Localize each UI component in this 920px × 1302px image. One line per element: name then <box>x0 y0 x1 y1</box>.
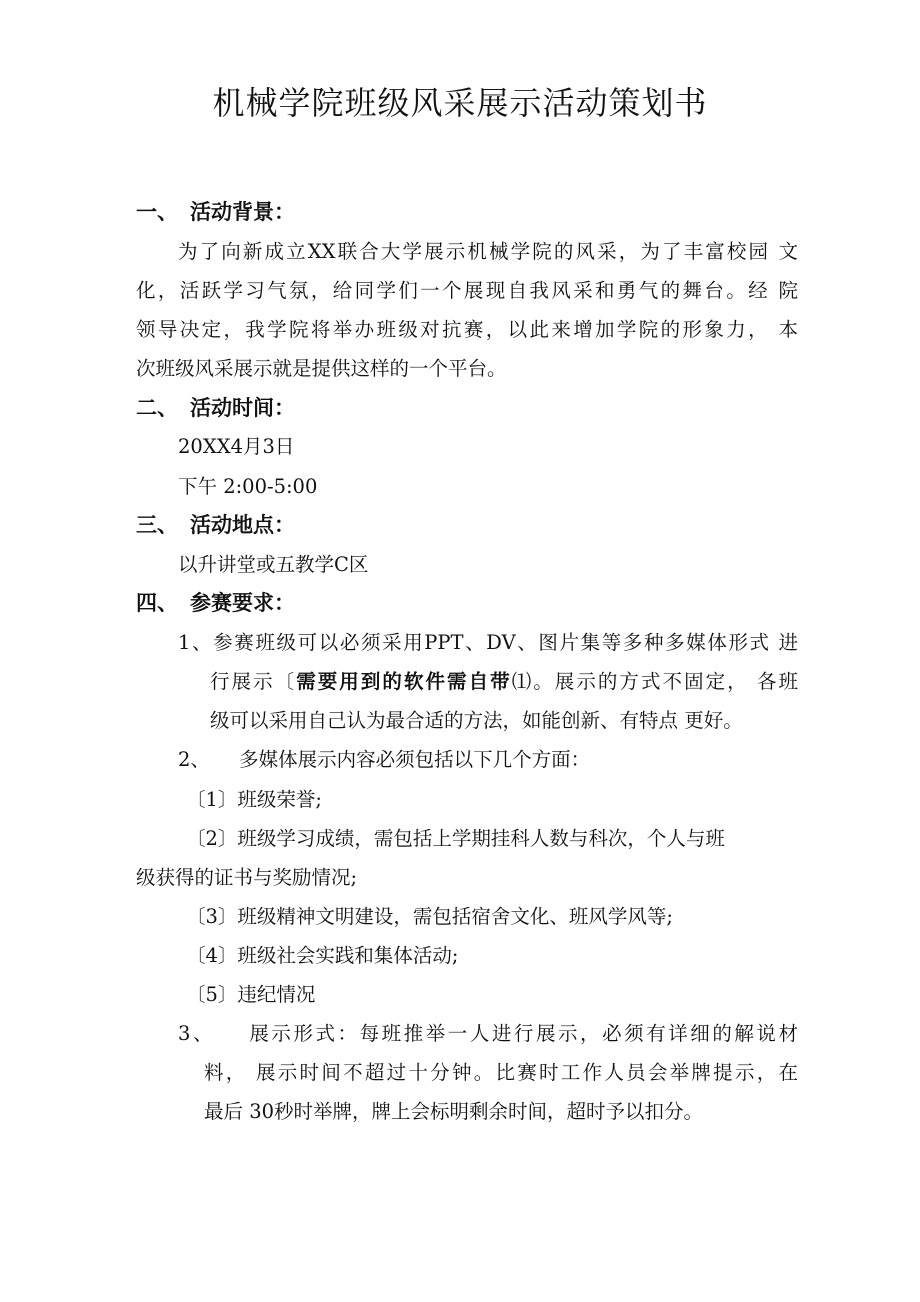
text-run: ⑴。展示的方式不固定， 各班 <box>511 670 798 693</box>
paragraph-line: 领导决定，我学院将举办班级对抗赛，以此来增加学院的形象力， 本 <box>136 318 798 341</box>
sub-item: 〔4〕班级社会实践和集体活动; <box>186 944 459 967</box>
requirement-item-3-line: 3、 展示形式：每班推举一人进行展示，必须有详细的解说材 <box>178 1022 798 1045</box>
requirement-item-3-line: 料， 展示时间不超过十分钟。比赛时工作人员会举牌提示，在 <box>204 1061 798 1084</box>
event-time: 下午 2:00-5:00 <box>178 475 318 498</box>
section-title: 参赛要求： <box>190 591 295 615</box>
paragraph-line: 为了向新成立XX联合大学展示机械学院的风采，为了丰富校园 文 <box>178 240 798 263</box>
event-location: 以升讲堂或五教学C区 <box>178 553 369 576</box>
document-title: 机械学院班级风采展示活动策划书 <box>212 84 708 122</box>
requirement-item-3-line: 最后 30秒时举牌，牌上会标明剩余时间，超时予以扣分。 <box>204 1100 704 1123</box>
bold-emphasis: 需要用到的软件需自带 <box>296 670 512 693</box>
section-heading-time <box>136 392 295 422</box>
sub-item: 〔2〕班级学习成绩，需包括上学期挂科人数与科次，个人与班 <box>186 827 725 850</box>
sub-item-continuation: 级获得的证书与奖励情况; <box>136 866 358 889</box>
section-title: 活动背景： <box>190 200 295 224</box>
section-heading-background <box>136 196 295 226</box>
section-heading-location <box>136 509 295 539</box>
requirement-item-2-line: 2、 多媒体展示内容必须包括以下几个方面： <box>178 748 591 771</box>
section-number: 二、 <box>136 396 178 420</box>
event-date: 20XX4月3日 <box>178 435 295 458</box>
sub-item: 〔5〕违纪情况 <box>186 983 316 1006</box>
paragraph-line: 化，活跃学习气氛，给同学们一个展现自我风采和勇气的舞台。经 院 <box>136 279 798 302</box>
paragraph-line: 次班级风采展示就是提供这样的一个平台。 <box>136 357 507 380</box>
section-title: 活动时间： <box>190 396 295 420</box>
section-number: 一、 <box>136 200 178 224</box>
section-number: 三、 <box>136 513 178 537</box>
section-heading-requirements <box>136 587 295 617</box>
section-number: 四、 <box>136 591 178 615</box>
requirement-item-1-line <box>210 666 798 694</box>
sub-item: 〔3〕班级精神文明建设，需包括宿舍文化、班风学风等; <box>186 905 673 928</box>
text-run: 行展示〔 <box>210 670 297 693</box>
section-title: 活动地点： <box>190 513 295 537</box>
sub-item: 〔1〕班级荣誉; <box>186 788 322 811</box>
requirement-item-1-line: 级可以采用自己认为最合适的方法，如能创新、有特点 更好。 <box>210 709 743 732</box>
requirement-item-1-line: 1、参赛班级可以必须采用PPT、DV、图片集等多种多媒体形式 进 <box>178 631 798 654</box>
